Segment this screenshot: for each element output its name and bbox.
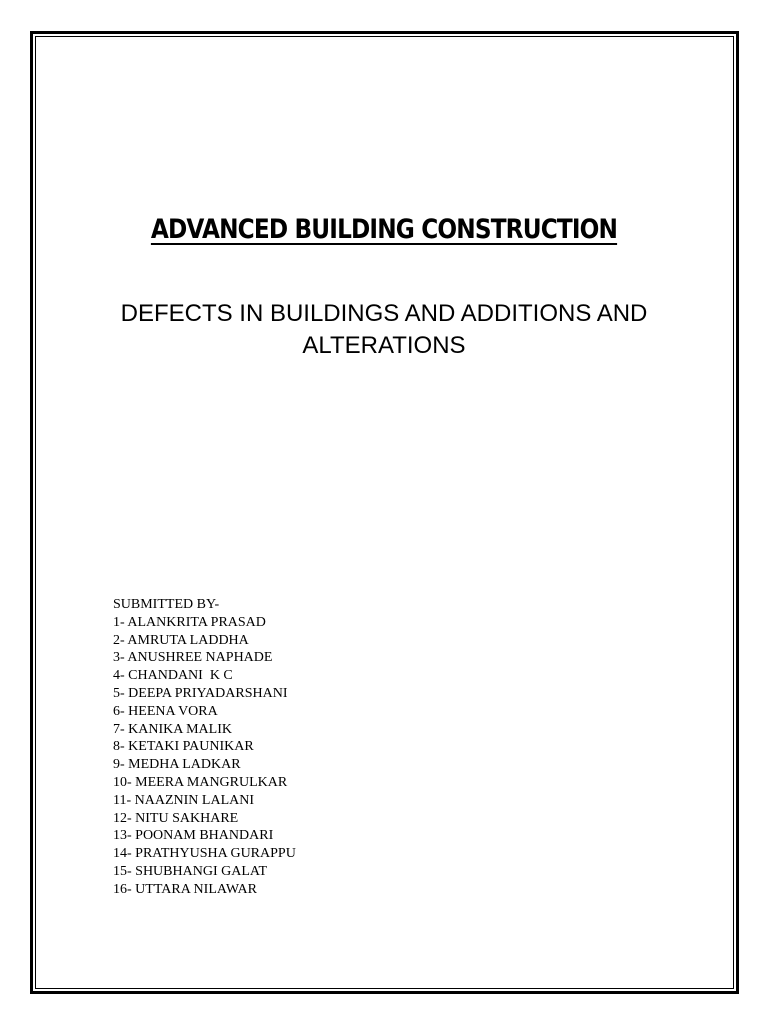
subtitle-line-2: ALTERATIONS	[302, 332, 466, 359]
list-item: 3- ANUSHREE NAPHADE	[113, 650, 273, 666]
list-item: 5- DEEPA PRIYADARSHANI	[113, 685, 288, 701]
list-item: 2- AMRUTA LADDHA	[113, 632, 249, 648]
list-item: 4- CHANDANI K C	[113, 668, 233, 684]
list-item: 16- UTTARA NILAWAR	[113, 881, 257, 897]
list-item: 7- KANIKA MALIK	[113, 721, 232, 737]
list-item: 6- HEENA VORA	[113, 703, 218, 719]
document-title	[54, 214, 714, 245]
list-item: 1- ALANKRITA PRASAD	[113, 614, 266, 630]
document-subtitle	[110, 298, 658, 362]
list-item: 9- MEDHA LADKAR	[113, 757, 241, 773]
list-item: 11- NAAZNIN LALANI	[113, 792, 255, 808]
subtitle-line-1: DEFECTS IN BUILDINGS AND ADDITIONS AND	[120, 300, 648, 327]
list-item: 13- POONAM BHANDARI	[113, 828, 274, 844]
list-item: 12- NITU SAKHARE	[113, 810, 239, 826]
list-item: 14- PRATHYUSHA GURAPPU	[113, 846, 296, 862]
document-title-text: ADVANCED BUILDING CONSTRUCTION	[150, 214, 618, 245]
list-item: 10- MEERA MANGRULKAR	[113, 774, 288, 790]
submitted-by-heading: SUBMITTED BY-	[113, 597, 220, 612]
submitted-by-list	[113, 596, 296, 899]
list-item: 8- KETAKI PAUNIKAR	[113, 739, 254, 755]
list-item: 15- SHUBHANGI GALAT	[113, 863, 267, 879]
